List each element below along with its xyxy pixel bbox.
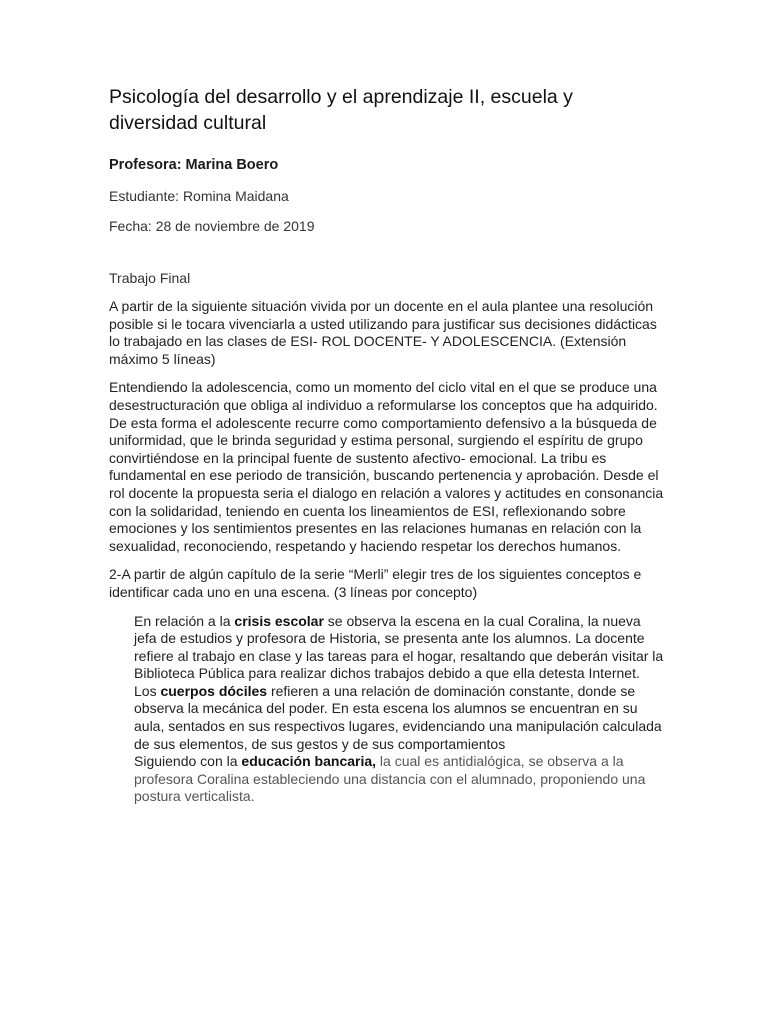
concept-educacion-bancaria bbox=[134, 753, 664, 806]
question-1: A partir de la siguiente situación vivida por un docente en el aula plantee una resolución posible si le tocara vivenciarla a usted utilizando para justificar sus decisiones didácticas lo trabajado en las clases de ESI- ROL DOCENTE- Y ADOLESCENCIA. (Extensión máximo 5 líneas) bbox=[109, 298, 657, 367]
concept-1-pre: En relación a la bbox=[134, 612, 235, 629]
answer-1: Entendiendo la adolescencia, como un momento del ciclo vital en el que se produce una desestructuración que obliga al individuo a reformularse los conceptos que ha adquirido. De esta forma el adolescente recurre como comportamiento defensivo a la búsqueda de uniformidad, que le brinda seguridad y estima personal, surgiendo el espíritu de grupo convirtiéndose en la principal fuente de sustento afectivo- emocional. La tribu es fundamental en ese periodo de transición, buscando pertenencia y aprobación. Desde el rol docente la propuesta seria el dialogo en relación a valores y actitudes en consonancia con la solidaridad, teniendo en cuenta los lineamientos de ESI, reflexionando sobre emociones y los sentimientos presentes en las relaciones humanas en relación con la sexualidad, reconociendo, respetando y haciendo respetar los derechos humanos. bbox=[109, 379, 664, 554]
concept-1-post: se observa la escena en la cual Coralina, la nueva jefa de estudios y profesora de Historia, se presenta ante los alumnos. La docente refiere al trabajo en clase y las tareas para el hogar, resaltando que deberán visitar la Biblioteca Pública para realizar dichos trabajos debido a que ella detesta Internet. bbox=[134, 612, 664, 682]
document-page bbox=[109, 84, 665, 806]
concept-3-pre: Siguiendo con la bbox=[134, 753, 242, 770]
concept-2-pre: Los bbox=[134, 682, 161, 699]
concept-2-term: cuerpos dóciles bbox=[160, 682, 268, 699]
document-title: Psicología del desarrollo y el aprendizaje II, escuela y diversidad cultural bbox=[109, 86, 573, 134]
concept-cuerpos-dociles bbox=[134, 683, 664, 753]
section-label: Trabajo Final bbox=[109, 270, 191, 286]
concept-2-post: refieren a una relación de dominación constante, donde se observa la mecánica del poder. En esta escena los alumnos se encuentran en su aula, sentados en sus respectivos lugares, evidenciando una manipulación calculada de sus elementos, de sus gestos y de sus comportamientos bbox=[134, 682, 662, 752]
question-2: 2-A partir de algún capítulo de la serie “Merli” elegir tres de los siguientes conceptos e identificar cada uno en una escena. (3 líneas por concepto) bbox=[109, 566, 642, 600]
document-date: Fecha: 28 de noviembre de 2019 bbox=[109, 218, 315, 234]
concept-1-term: crisis escolar bbox=[234, 612, 324, 629]
concept-3-post: la cual es antidialógica, se observa a la profesora Coralina estableciendo una distancia con el alumnado, proponiendo una postura verticalista. bbox=[134, 753, 646, 805]
teacher-name: Profesora: Marina Boero bbox=[109, 157, 279, 173]
student-name: Estudiante: Romina Maidana bbox=[109, 188, 289, 204]
concept-crisis-escolar bbox=[134, 613, 664, 683]
concept-3-term: educación bancaria, bbox=[241, 753, 377, 770]
concepts-block bbox=[134, 613, 664, 807]
